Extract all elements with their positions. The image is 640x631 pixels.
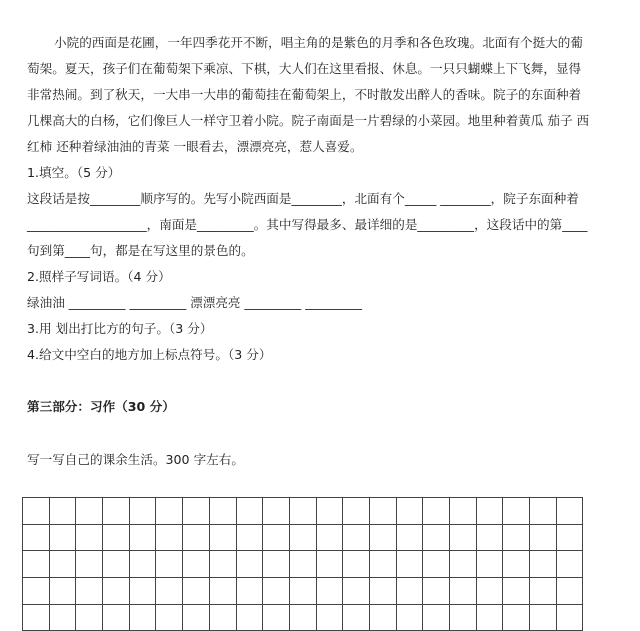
grid-cell[interactable] — [530, 551, 557, 578]
question-1-line-3: 句到第____句，都是在写这里的景色的。 — [27, 243, 254, 258]
grid-cell[interactable] — [557, 605, 584, 631]
grid-cell[interactable] — [477, 498, 504, 525]
grid-cell[interactable] — [103, 605, 130, 631]
grid-cell[interactable] — [423, 498, 450, 525]
grid-cell[interactable] — [130, 551, 157, 578]
part-3-heading: 第三部分：习作（30 分） — [27, 399, 175, 414]
grid-cell[interactable] — [237, 498, 264, 525]
grid-cell[interactable] — [423, 578, 450, 605]
grid-cell[interactable] — [317, 605, 344, 631]
grid-cell[interactable] — [477, 551, 504, 578]
grid-cell[interactable] — [530, 605, 557, 631]
grid-cell[interactable] — [343, 498, 370, 525]
grid-cell[interactable] — [156, 578, 183, 605]
grid-cell[interactable] — [450, 525, 477, 552]
grid-cell[interactable] — [263, 551, 290, 578]
grid-cell[interactable] — [183, 578, 210, 605]
passage-line-3: 非常热闹。到了秋天，一大串一大串的葡萄挂在葡萄架上，不时散发出醉人的香味。院子的东面种着 — [27, 87, 582, 102]
grid-cell[interactable] — [370, 525, 397, 552]
grid-cell[interactable] — [370, 578, 397, 605]
grid-cell[interactable] — [423, 605, 450, 631]
grid-cell[interactable] — [343, 605, 370, 631]
grid-cell[interactable] — [450, 551, 477, 578]
writing-grid[interactable] — [22, 497, 583, 631]
grid-cell[interactable] — [557, 551, 584, 578]
grid-cell[interactable] — [103, 498, 130, 525]
grid-cell[interactable] — [397, 525, 424, 552]
grid-cell[interactable] — [50, 525, 77, 552]
grid-cell[interactable] — [317, 551, 344, 578]
grid-cell[interactable] — [450, 498, 477, 525]
grid-cell[interactable] — [103, 551, 130, 578]
grid-cell[interactable] — [317, 498, 344, 525]
grid-cell[interactable] — [263, 525, 290, 552]
grid-cell[interactable] — [397, 498, 424, 525]
grid-cell[interactable] — [156, 498, 183, 525]
grid-cell[interactable] — [103, 578, 130, 605]
grid-cell[interactable] — [397, 578, 424, 605]
grid-cell[interactable] — [343, 578, 370, 605]
grid-cell[interactable] — [290, 605, 317, 631]
grid-cell[interactable] — [530, 578, 557, 605]
grid-cell[interactable] — [183, 551, 210, 578]
grid-cell[interactable] — [183, 498, 210, 525]
grid-cell[interactable] — [477, 578, 504, 605]
grid-cell[interactable] — [210, 551, 237, 578]
grid-cell[interactable] — [343, 525, 370, 552]
grid-cell[interactable] — [317, 525, 344, 552]
grid-cell[interactable] — [130, 578, 157, 605]
grid-cell[interactable] — [183, 605, 210, 631]
grid-cell[interactable] — [503, 525, 530, 552]
grid-cell[interactable] — [76, 551, 103, 578]
grid-cell[interactable] — [76, 525, 103, 552]
grid-cell[interactable] — [237, 605, 264, 631]
question-2-title: 2.照样子写词语。（4 分） — [27, 269, 171, 284]
grid-cell[interactable] — [370, 605, 397, 631]
grid-cell[interactable] — [290, 551, 317, 578]
grid-cell[interactable] — [130, 605, 157, 631]
question-3-title: 3.用 划出打比方的句子。（3 分） — [27, 321, 213, 336]
grid-cell[interactable] — [103, 525, 130, 552]
grid-cell[interactable] — [23, 605, 50, 631]
grid-cell[interactable] — [156, 525, 183, 552]
grid-cell[interactable] — [503, 551, 530, 578]
question-2-line: 绿油油 _________ _________ 漂漂亮亮 _________ _________ — [27, 295, 362, 310]
grid-cell[interactable] — [210, 605, 237, 631]
grid-cell[interactable] — [156, 551, 183, 578]
grid-cell[interactable] — [477, 525, 504, 552]
grid-cell[interactable] — [76, 578, 103, 605]
grid-cell[interactable] — [23, 551, 50, 578]
grid-cell[interactable] — [23, 525, 50, 552]
grid-cell[interactable] — [210, 578, 237, 605]
grid-cell[interactable] — [557, 498, 584, 525]
grid-cell[interactable] — [397, 551, 424, 578]
grid-cell[interactable] — [156, 605, 183, 631]
grid-cell[interactable] — [317, 578, 344, 605]
passage-line-5: 红柿 还种着绿油油的青菜 一眼看去，漂漂亮亮，惹人喜爱。 — [27, 139, 363, 154]
grid-cell[interactable] — [557, 578, 584, 605]
grid-cell[interactable] — [237, 578, 264, 605]
grid-cell[interactable] — [183, 525, 210, 552]
question-1-line-1: 这段话是按________顺序写的。先写小院西面是________，北面有个_____ ________，院子东面种着 — [27, 191, 579, 206]
grid-cell[interactable] — [397, 605, 424, 631]
grid-cell[interactable] — [450, 605, 477, 631]
grid-cell[interactable] — [50, 578, 77, 605]
grid-cell[interactable] — [23, 578, 50, 605]
grid-cell[interactable] — [130, 525, 157, 552]
grid-cell[interactable] — [290, 498, 317, 525]
grid-cell[interactable] — [210, 498, 237, 525]
composition-prompt: 写一写自己的课余生活。300 字左右。 — [27, 452, 244, 467]
grid-cell[interactable] — [423, 551, 450, 578]
question-1-line-2: ___________________，南面是_________。其中写得最多、最详细的是_________，这段话中的第____ — [27, 217, 588, 232]
grid-cell[interactable] — [530, 525, 557, 552]
grid-cell[interactable] — [290, 578, 317, 605]
grid-cell[interactable] — [263, 498, 290, 525]
grid-cell[interactable] — [130, 498, 157, 525]
passage-line-1: 小院的西面是花圃，一年四季花开不断，唱主角的是紫色的月季和各色玫瑰。北面有个挺大的葡 — [54, 35, 583, 50]
grid-cell[interactable] — [450, 578, 477, 605]
grid-cell[interactable] — [503, 578, 530, 605]
grid-cell[interactable] — [50, 605, 77, 631]
grid-cell[interactable] — [23, 498, 50, 525]
passage-line-2: 萄架。夏天，孩子们在葡萄架下乘凉、下棋，大人们在这里看报、休息。一只只蝴蝶上下飞舞，显得 — [27, 61, 582, 76]
grid-cell[interactable] — [530, 498, 557, 525]
grid-cell[interactable] — [343, 551, 370, 578]
question-1-title: 1.填空。（5 分） — [27, 165, 121, 180]
grid-cell[interactable] — [370, 498, 397, 525]
grid-cell[interactable] — [76, 605, 103, 631]
grid-cell[interactable] — [503, 605, 530, 631]
grid-cell[interactable] — [423, 525, 450, 552]
grid-cell[interactable] — [76, 498, 103, 525]
grid-cell[interactable] — [263, 605, 290, 631]
passage-line-4: 几棵高大的白杨，它们像巨人一样守卫着小院。院子南面是一片碧绿的小菜园。地里种着黄瓜 茄子 西 — [27, 113, 590, 128]
grid-cell[interactable] — [50, 551, 77, 578]
question-4-title: 4.给文中空白的地方加上标点符号。（3 分） — [27, 347, 272, 362]
grid-cell[interactable] — [290, 525, 317, 552]
grid-cell[interactable] — [263, 578, 290, 605]
grid-cell[interactable] — [237, 525, 264, 552]
grid-cell[interactable] — [237, 551, 264, 578]
grid-cell[interactable] — [557, 525, 584, 552]
grid-cell[interactable] — [503, 498, 530, 525]
grid-cell[interactable] — [477, 605, 504, 631]
grid-cell[interactable] — [210, 525, 237, 552]
grid-cell[interactable] — [50, 498, 77, 525]
grid-cell[interactable] — [370, 551, 397, 578]
